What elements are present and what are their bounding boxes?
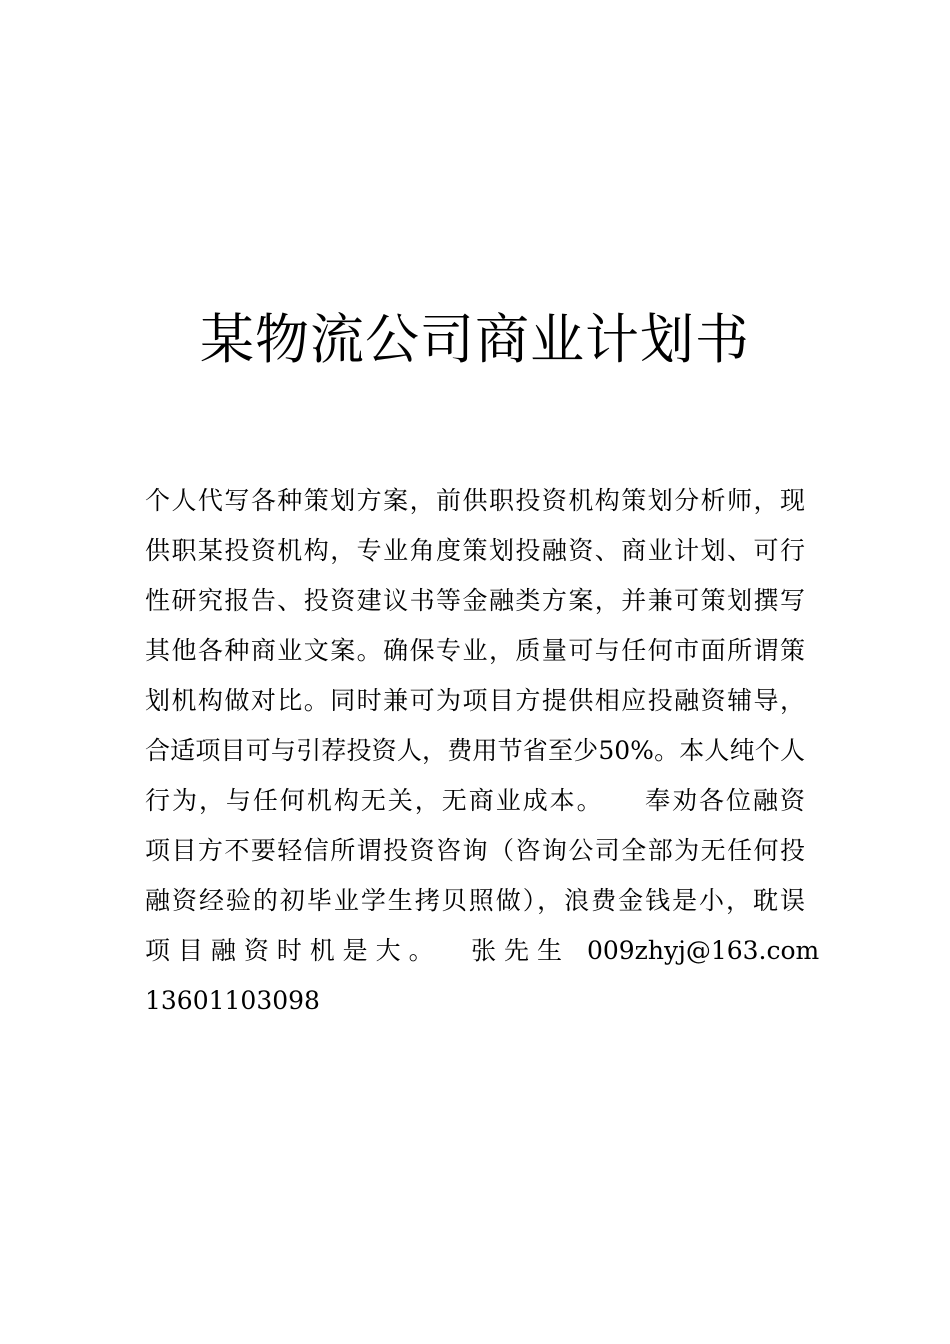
body-line-5: 划机构做对比。同时兼可为项目方提供相应投融资辅导，	[145, 686, 805, 715]
body-line-6: 合适项目可与引荐投资人，费用节省至少50%。本人纯个人	[145, 736, 805, 765]
body-line-2: 供职某投资机构，专业角度策划投融资、商业计划、可行	[145, 536, 805, 565]
document-body	[145, 476, 820, 1026]
body-line-10-contact: 项 目 融 资 时 机 是 大 。 张 先 生 009zhyj@163.com	[145, 936, 820, 965]
body-line-8: 项目方不要轻信所谓投资咨询（咨询公司全部为无任何投	[145, 836, 805, 865]
body-line-1: 个人代写各种策划方案，前供职投资机构策划分析师，现	[145, 486, 805, 515]
body-line-4: 其他各种商业文案。确保专业，质量可与任何市面所谓策	[145, 636, 805, 665]
body-line-9: 融资经验的初毕业学生拷贝照做），浪费金钱是小，耽误	[145, 886, 805, 915]
body-line-3: 性研究报告、投资建议书等金融类方案，并兼可策划撰写	[145, 586, 805, 615]
body-line-11-phone: 13601103098	[145, 986, 320, 1015]
body-line-7: 行为，与任何机构无关，无商业成本。 奉劝各位融资	[145, 786, 805, 815]
document-title: 某物流公司商业计划书	[200, 308, 750, 371]
